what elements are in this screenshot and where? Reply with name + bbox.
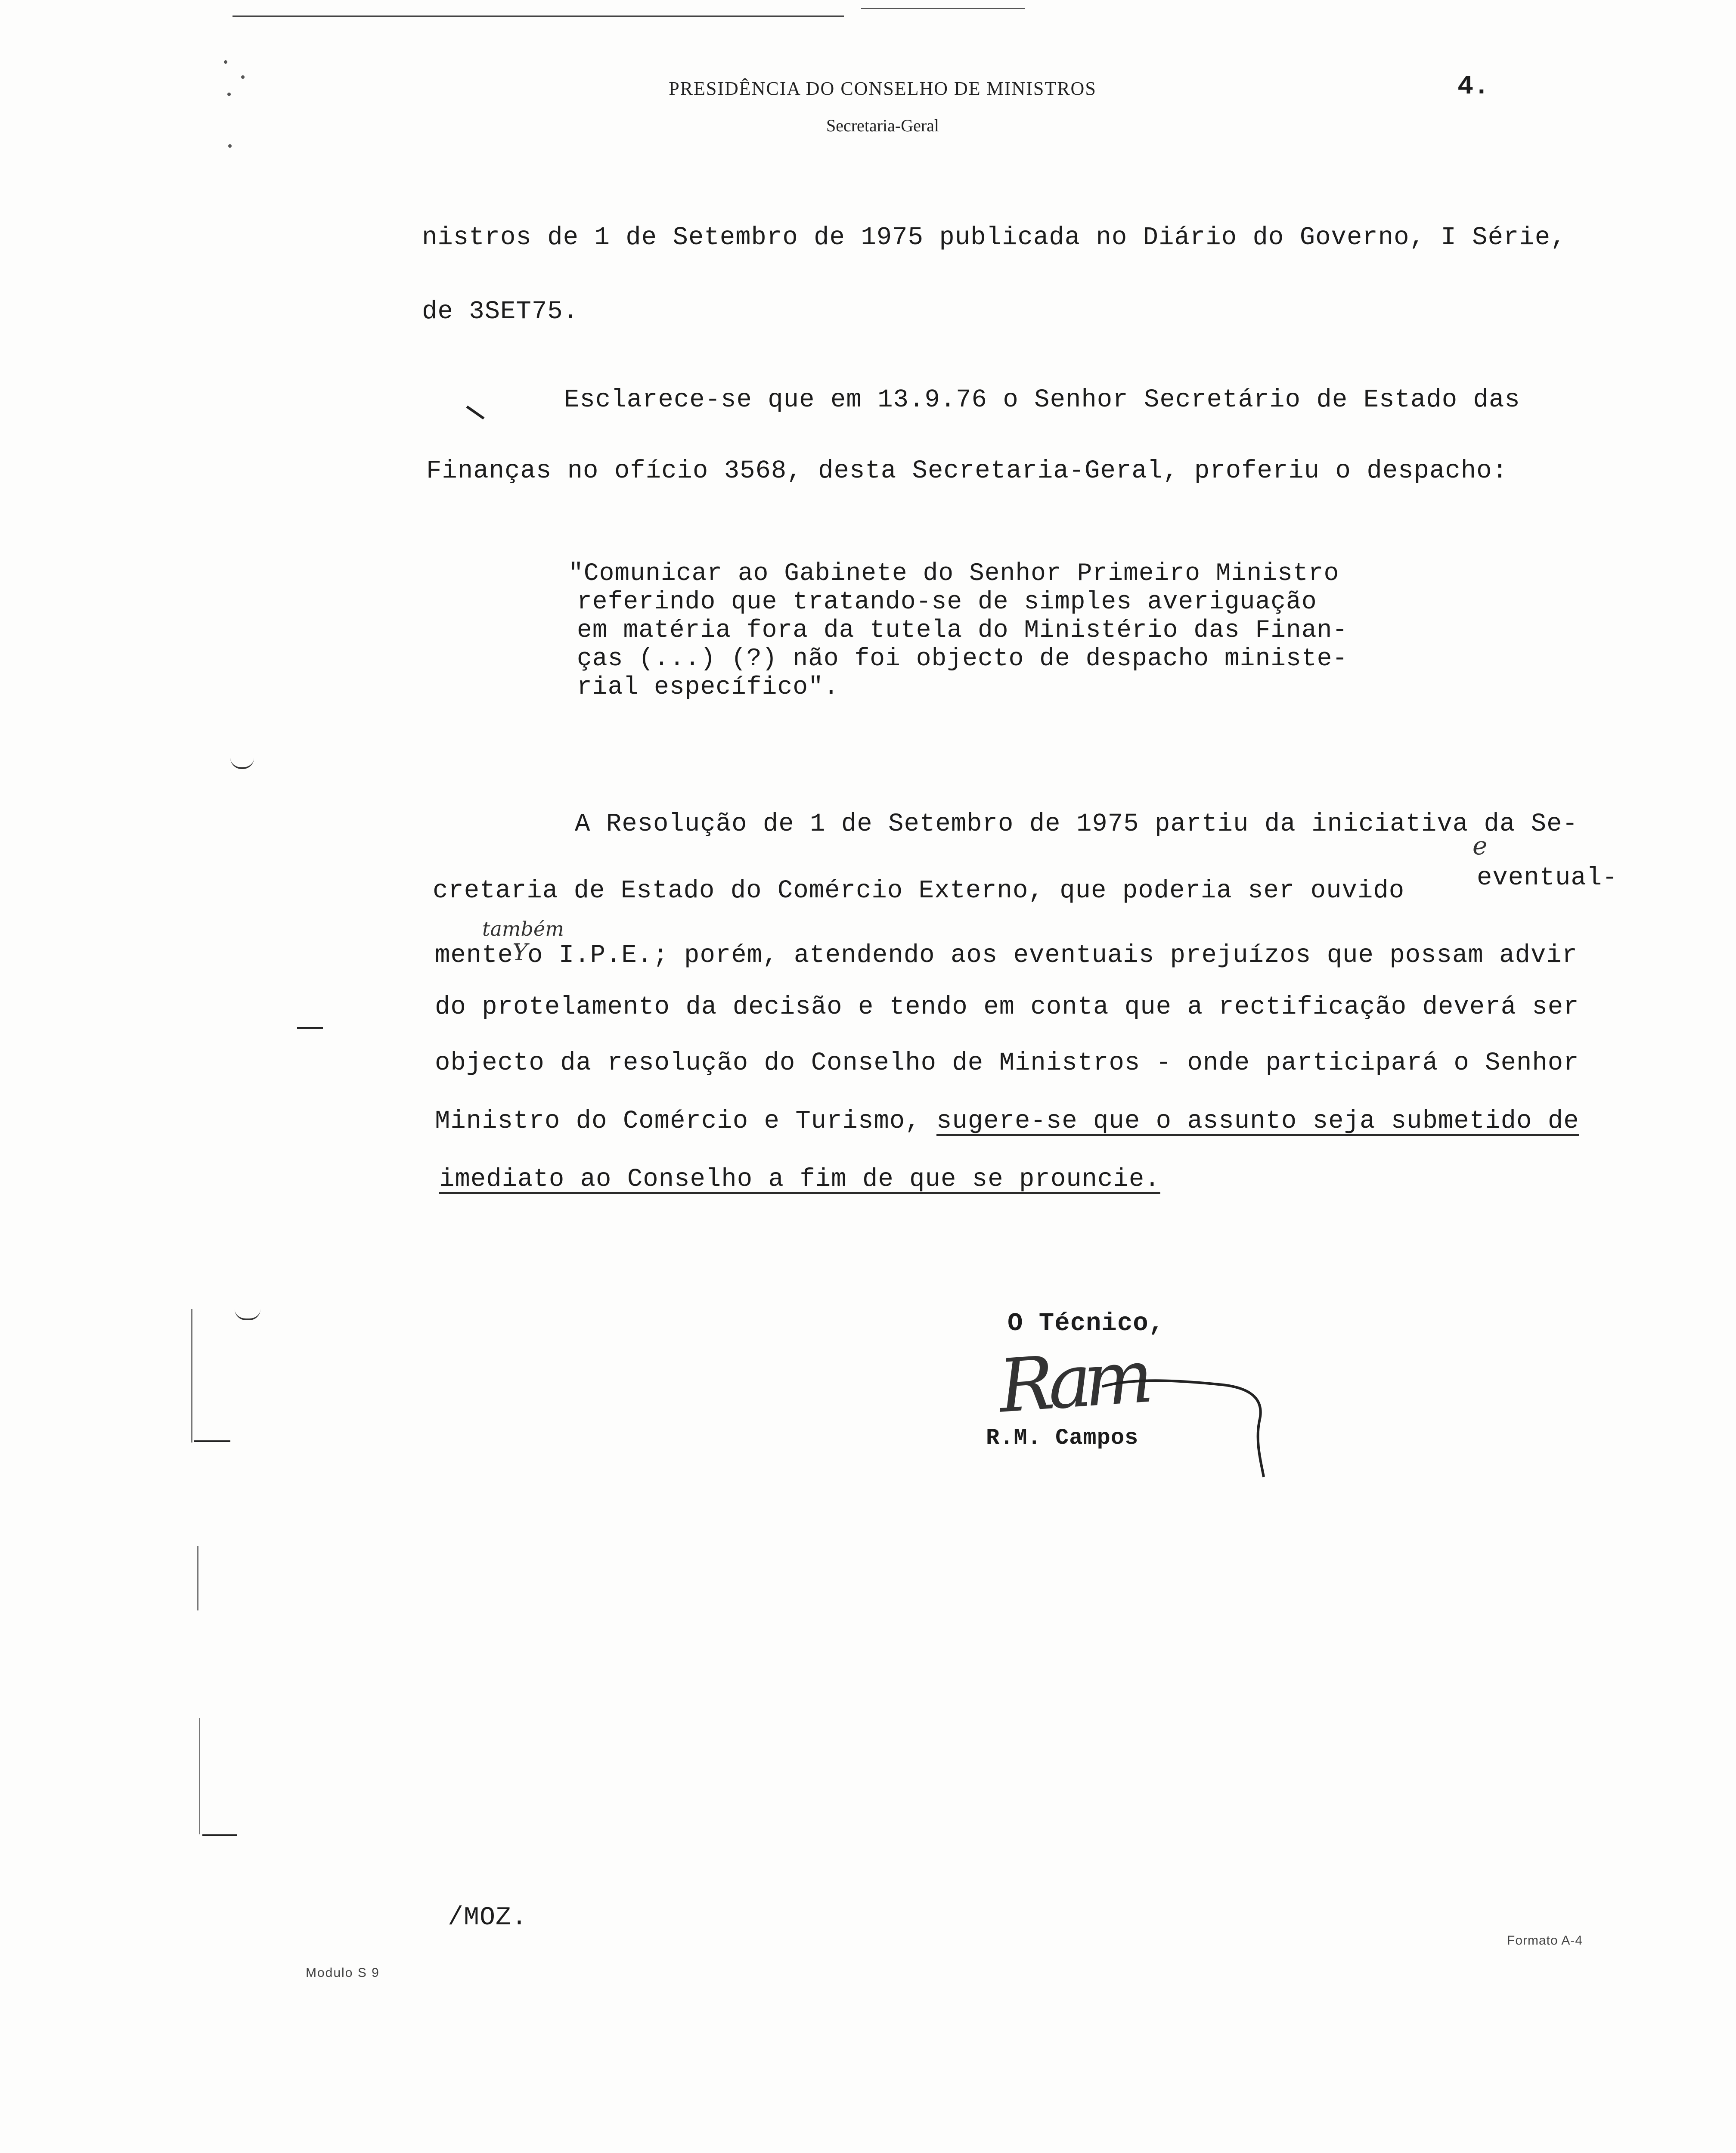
para2-line-6 [435,1107,1579,1135]
handwritten-insert-tambem: também [482,917,564,940]
margin-curve-mark [230,758,254,769]
margin-dash [297,1027,323,1029]
margin-curve-mark [235,1309,260,1320]
header-title: PRESIDÊNCIA DO CONSELHO DE MINISTROS [669,78,1097,99]
para2-line-2-start: cretaria de Estado do Comércio Externo, que poderia ser ouvido [433,876,1405,905]
footer-format: Formato A-4 [1507,1933,1583,1948]
footer-module: Modulo S 9 [306,1966,380,1980]
margin-rule [199,1718,200,1834]
para2-line-6-underlined: sugere-se que o assunto seja submetido de [936,1107,1579,1135]
body-line-3: Esclarece-se que em 13.9.76 o Senhor Secretário de Estado das [564,385,1520,414]
signature-role: O Técnico, [1008,1309,1165,1338]
body-line-4: Finanças no ofício 3568, desta Secretaria-Geral, proferiu o despacho: [426,456,1508,485]
para2-line-3-start: mente [435,941,514,970]
body-line-2: de 3SET75. [422,297,579,326]
para2-line-6-start: Ministro do Comércio e Turismo, [435,1107,921,1135]
margin-dash [194,1440,230,1442]
header-subtitle: Secretaria-Geral [826,116,939,135]
margin-dash [202,1834,237,1836]
para2-line-5: objecto da resolução do Conselho de Ministros - onde participará o Senhor [435,1049,1579,1077]
page-number: 4. [1457,71,1490,102]
quote-line: "Comunicar ao Gabinete do Senhor Primeiro Ministro [568,560,1339,588]
handwritten-signature [995,1334,1279,1481]
signature-name: R.M. Campos [986,1425,1139,1451]
margin-speck [227,93,231,96]
para2-line-3-rest: o I.P.E.; porém, atendendo aos eventuais prejuízos que possam advir [527,941,1578,970]
para2-line-1: A Resolução de 1 de Setembro de 1975 partiu da iniciativa da Se- [575,810,1578,838]
signature-scribble-text: Ram [996,1334,1148,1430]
quoted-despacho [568,560,1348,702]
quote-line: rial específico". [577,673,839,701]
para2-line-7-underlined: imediato ao Conselho a fim de que se prouncie. [439,1165,1160,1194]
margin-speck [228,144,232,148]
quote-line: ças (...) (?) não foi objecto de despacho ministe- [577,645,1348,673]
para2-line-4: do protelamento da decisão e tendo em conta que a rectificação deverá ser [435,993,1579,1021]
quote-line: em matéria fora da tutela do Ministério das Finan- [577,617,1348,645]
margin-rule [191,1309,192,1443]
para2-line-2-end: eventual- [1477,863,1618,892]
quote-line: referindo que tratando-se de simples averiguação [577,588,1317,616]
caret-insertion-mark: Y [512,939,528,966]
body-line-1: nistros de 1 de Setembro de 1975 publicada no Diário do Governo, I Série, [422,223,1566,252]
pen-tick-mark [466,406,485,419]
margin-rule [197,1546,198,1610]
margin-speck [224,60,227,64]
margin-speck [241,75,245,79]
handwritten-insert-e: e [1472,831,1488,860]
scan-edge-line [232,16,844,17]
footer-reference: /MOZ. [448,1903,528,1933]
scan-edge-line [861,8,1025,9]
